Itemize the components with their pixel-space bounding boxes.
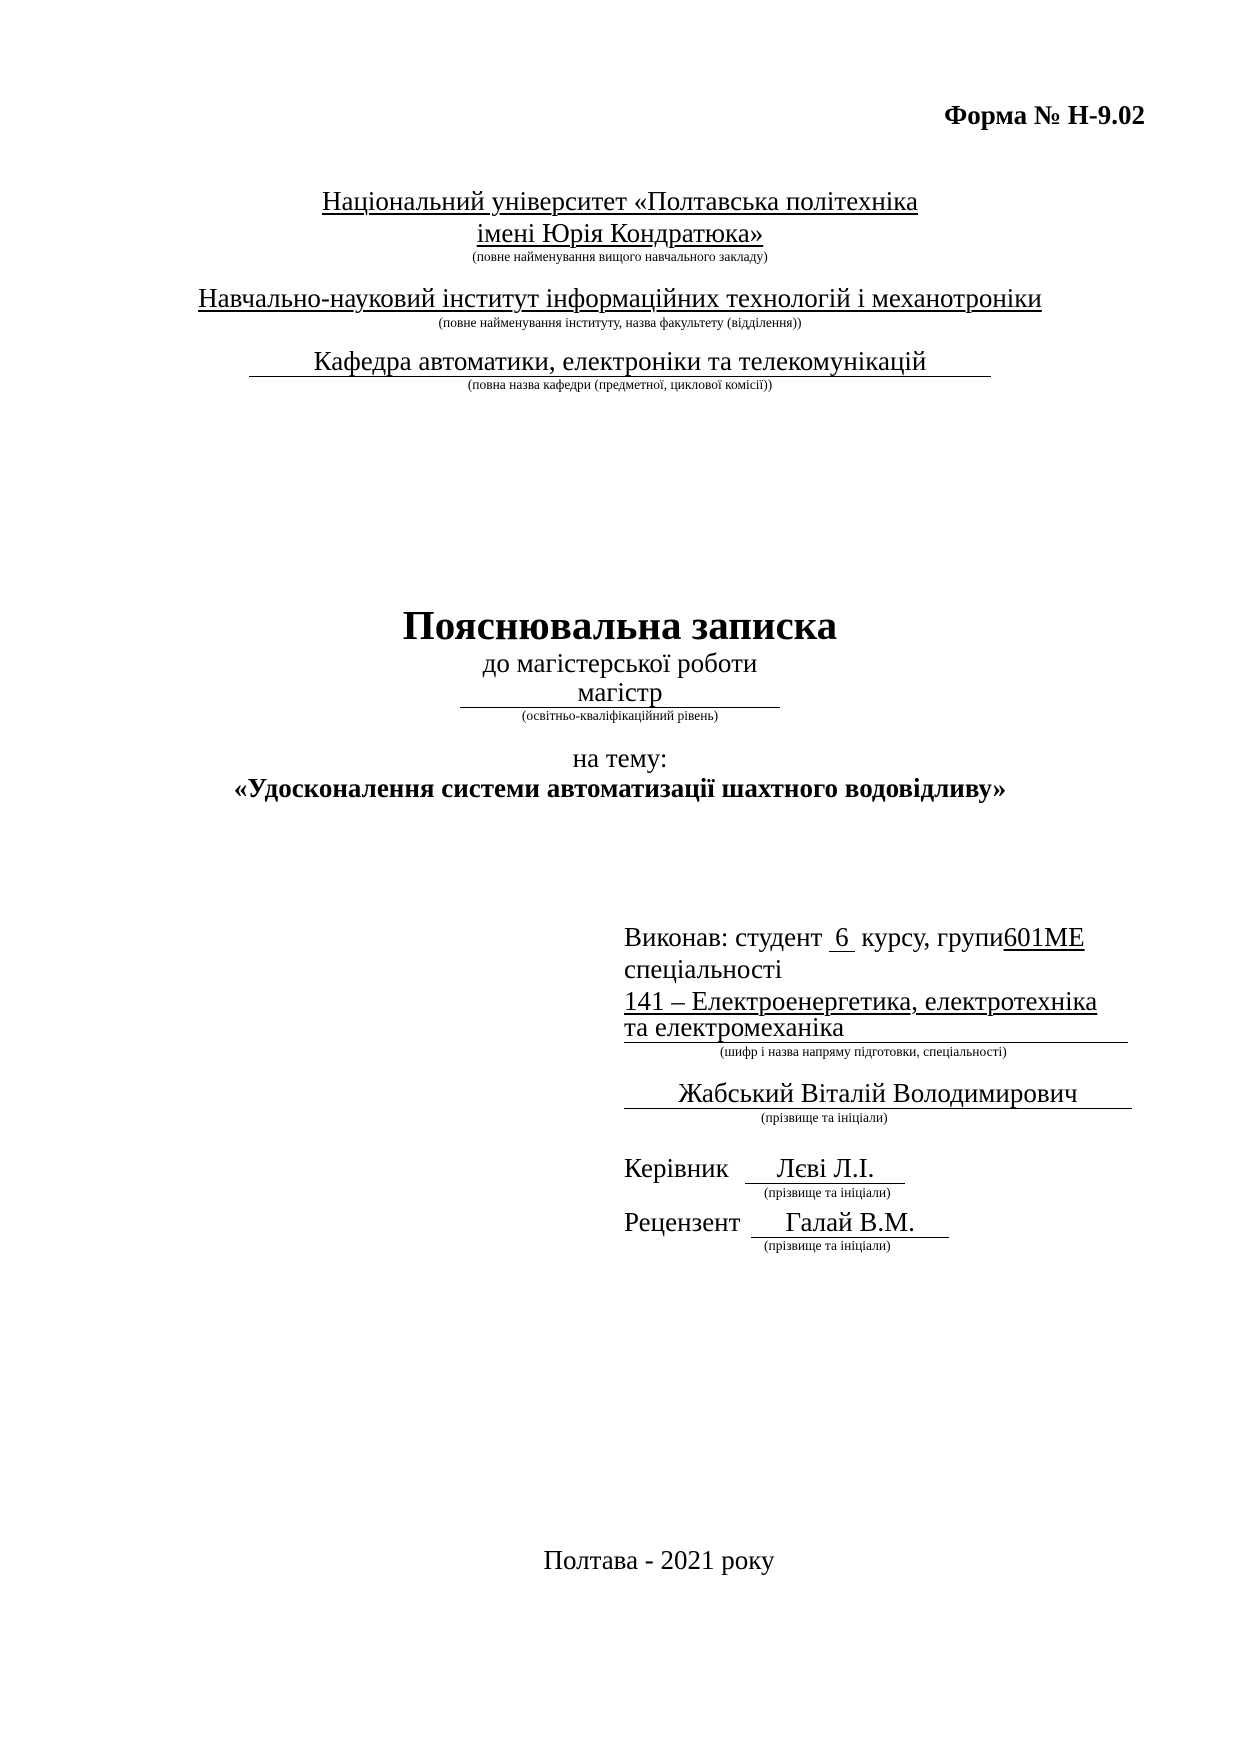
institute-name: Навчально-науковий інститут інформаційних технологій і механотроніки [198,283,1042,313]
department-caption: (повна назва кафедри (предметної, циклової комісії)) [467,377,773,392]
university-block [0,185,1240,217]
supervisor-line [624,1152,905,1184]
supervisor-name: Лєві Л.І. [745,1153,905,1184]
supervisor-caption: (прізвище та ініціали) [764,1185,891,1200]
qualification-level-caption: (освітньо-кваліфікаційний рівень) [521,708,719,723]
qualification-level: магістр [460,677,780,708]
specialty-line2: та електромеханіка [624,1012,1128,1043]
group-code: 601МЕ [1003,922,1085,952]
university-name-line2: імені Юрія Кондратюка» [476,218,764,248]
student-name: Жабський Віталій Володимирович [624,1078,1132,1109]
thesis-topic: «Удосконалення системи автоматизації шахтного водовідливу» [233,773,1007,803]
department-name: Кафедра автоматики, електроніки та телекомунікацій [249,346,992,377]
university-caption: (повне найменування вищого навчального закладу) [472,249,768,264]
done-by-label: Виконав: студент [624,922,823,952]
reviewer-line [624,1206,949,1238]
course-group-label: курсу, групи [861,922,1004,952]
author-line [624,921,1085,953]
city-year: Полтава - 2021 року [543,1545,775,1575]
university-name-line1: Національний університет «Полтавська політехніка [322,186,918,216]
course-number: 6 [829,923,855,952]
topic-intro: на тему: [572,743,668,773]
specialty-line1: 141 – Електроенергетика, електротехніка [624,986,1098,1016]
document-subtitle: до магістерської роботи [482,648,758,678]
supervisor-label: Керівник [624,1153,729,1183]
student-caption: (прізвище та ініціали) [761,1110,888,1125]
specialty-label: спеціальності [624,954,783,984]
institute-caption: (повне найменування інституту, назва факультету (відділення)) [438,315,802,330]
form-number: Форма № Н-9.02 [944,100,1145,130]
reviewer-name: Галай В.М. [751,1207,949,1238]
reviewer-label: Рецензент [624,1207,741,1237]
reviewer-caption: (прізвище та ініціали) [764,1238,891,1253]
specialty-caption: (шифр і назва напряму підготовки, спеціальності) [720,1044,1007,1059]
document-title: Пояснювальна записка [402,602,838,648]
